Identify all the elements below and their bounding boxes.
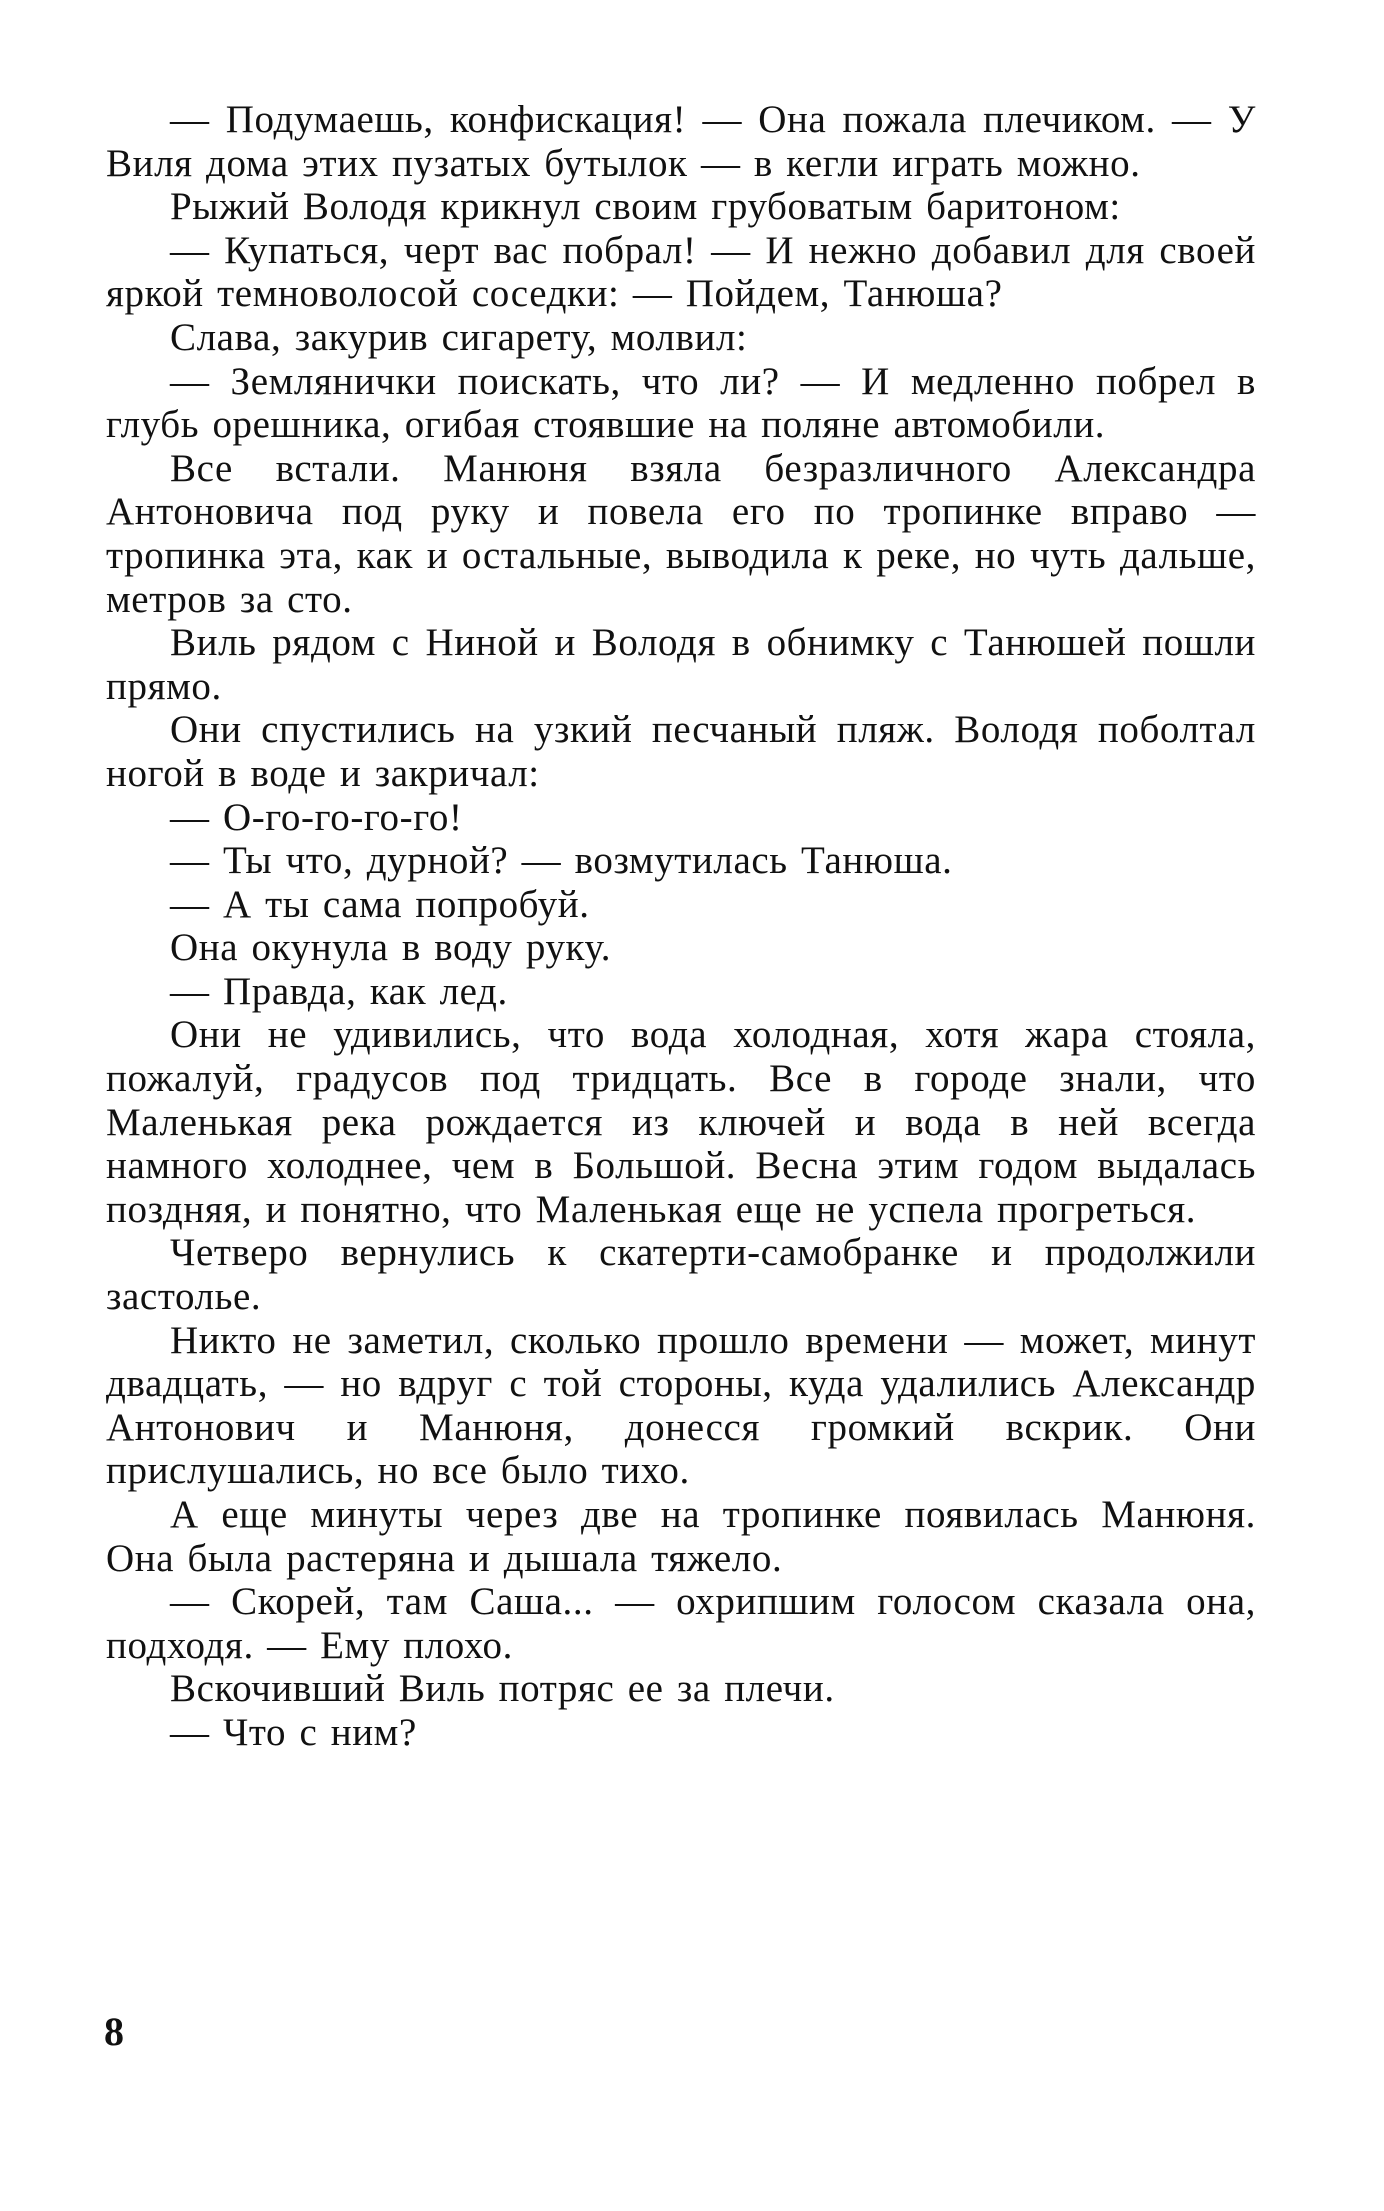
paragraph: — Землянички поискать, что ли? — И медленно побрел в глубь орешника, огибая стоявшие на поляне автомобили. <box>106 359 1256 447</box>
paragraph: Все встали. Манюня взяла безразличного Александра Антоновича под руку и повела его по тропинке вправо — тропинка эта, как и остальные, выводила к реке, но чуть дальше, метров за сто. <box>106 446 1256 621</box>
paragraph: Никто не заметил, сколько прошло времени — может, минут двадцать, — но вдруг с той стороны, куда удалились Александр Антонович и Манюня, донесся громкий вскрик. Они прислушались, но все было тихо. <box>106 1318 1256 1493</box>
page-number: 8 <box>104 2009 124 2054</box>
paragraph: Они спустились на узкий песчаный пляж. Володя поболтал ногой в воде и закричал: <box>106 708 1256 795</box>
paragraph: — Подумаешь, конфискация! — Она пожала плечиком. — У Виля дома этих пузатых бутылок — в кегли играть можно. <box>106 98 1256 185</box>
paragraph: — А ты сама попробуй. <box>170 882 590 926</box>
paragraph: — Что с ним? <box>170 1710 417 1754</box>
paragraph: Четверо вернулись к скатерти-самобранке и продолжили застолье. <box>106 1231 1256 1319</box>
paragraph: А еще минуты через две на тропинке появилась Манюня. Она была растеряна и дышала тяжело. <box>106 1493 1256 1580</box>
paragraph: Они не удивились, что вода холодная, хотя жара стояла, пожалуй, градусов под тридцать. Все в городе знали, что Маленькая река рождается из ключей и вода в ней всегда намного холоднее, чем в Большой. Весна этим годом выдалась поздняя, и понятно, что Маленькая еще не успела прогреться. <box>106 1013 1256 1231</box>
paragraph: Слава, закурив сигарету, молвил: <box>170 315 748 359</box>
body-text <box>106 98 1256 1755</box>
paragraph: — Купаться, черт вас побрал! — И нежно добавил для своей яркой темноволосой соседки: — Пойдем, Танюша? <box>106 228 1256 316</box>
paragraph: — Правда, как лед. <box>170 969 508 1013</box>
paragraph: Вскочивший Виль потряс ее за плечи. <box>170 1667 835 1711</box>
paragraph: Виль рядом с Ниной и Володя в обнимку с Танюшей пошли прямо. <box>106 621 1256 708</box>
paragraph: — О-го-го-го-го! <box>170 795 463 839</box>
paragraph: Она окунула в воду руку. <box>170 926 612 970</box>
paragraph: — Ты что, дурной? — возмутилась Танюша. <box>170 839 953 883</box>
paragraph: Рыжий Володя крикнул своим грубоватым баритоном: <box>170 185 1121 229</box>
paragraph: — Скорей, там Саша... — охрипшим голосом сказала она, подходя. — Ему плохо. <box>106 1580 1256 1667</box>
